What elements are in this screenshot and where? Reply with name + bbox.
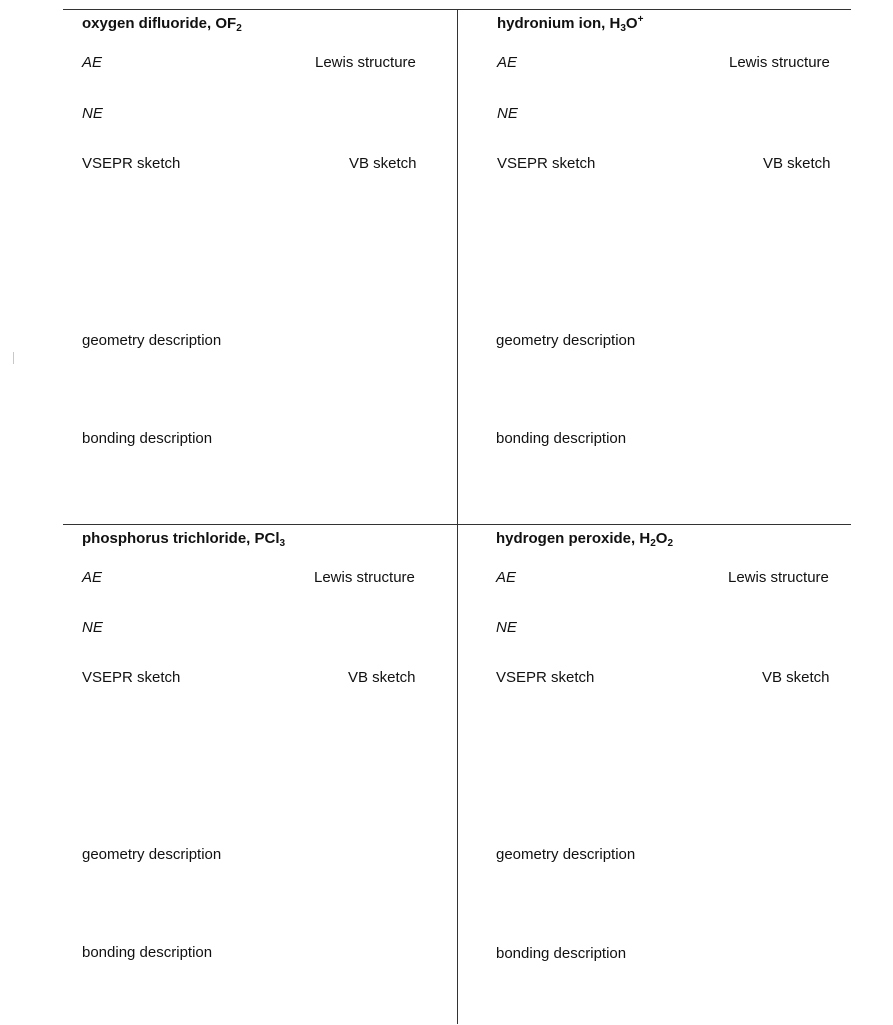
molecule-cell-hydronium-ion [478,10,873,510]
vb-label: VB sketch [349,155,417,172]
molecule-formula [610,15,644,32]
scan-mark [13,352,14,364]
ne-label: NE [496,619,517,636]
formula-part: O [625,15,638,32]
formula-part: 2 [650,538,656,549]
ae-label: AE [82,569,103,586]
geometry-label: geometry description [496,846,636,863]
lewis-label: Lewis structure [314,569,415,586]
lewis-label: Lewis structure [729,54,830,71]
ae-label: AE [82,54,103,71]
geometry-label: geometry description [496,332,636,349]
bonding-label: bonding description [82,430,213,447]
formula-part: PCl [254,530,280,547]
ae-label: AE [497,54,518,71]
formula-part: 2 [667,538,673,549]
molecule-name: oxygen difluoride, [82,15,216,32]
molecule-formula [255,530,286,547]
vsepr-label: VSEPR sketch [82,155,181,172]
lewis-label: Lewis structure [315,54,416,71]
molecule-title [82,530,285,548]
ne-label: NE [497,105,518,122]
molecule-formula [215,15,241,32]
bonding-label: bonding description [496,945,627,962]
geometry-label: geometry description [82,846,222,863]
vsepr-label: VSEPR sketch [497,155,596,172]
bonding-label: bonding description [496,430,627,447]
molecule-title [497,15,643,33]
formula-part: H [609,15,621,32]
bonding-label: bonding description [82,944,213,961]
ne-label: NE [82,105,103,122]
molecule-title [496,530,673,548]
formula-part: OF [215,15,237,32]
molecule-cell-phosphorus-trichloride [63,525,458,1025]
vb-label: VB sketch [762,669,830,686]
formula-part: + [637,14,644,25]
formula-part: O [655,530,668,547]
vsepr-label: VSEPR sketch [82,669,181,686]
molecule-cell-oxygen-difluoride [63,10,458,510]
formula-part: 3 [279,538,286,549]
ne-label: NE [82,619,103,636]
geometry-label: geometry description [82,332,222,349]
vb-label: VB sketch [348,669,416,686]
molecule-name: hydronium ion, [497,15,610,32]
molecule-formula [639,530,673,547]
formula-part: 2 [236,23,242,34]
vb-label: VB sketch [763,155,831,172]
formula-part: 3 [620,23,626,34]
molecule-name: hydrogen peroxide, [496,530,640,547]
molecule-name: phosphorus trichloride, [82,530,255,547]
molecule-cell-hydrogen-peroxide [478,525,873,1025]
lewis-label: Lewis structure [728,569,829,586]
vsepr-label: VSEPR sketch [496,669,595,686]
formula-part: H [639,530,651,547]
molecule-title [82,15,242,33]
ae-label: AE [496,569,517,586]
